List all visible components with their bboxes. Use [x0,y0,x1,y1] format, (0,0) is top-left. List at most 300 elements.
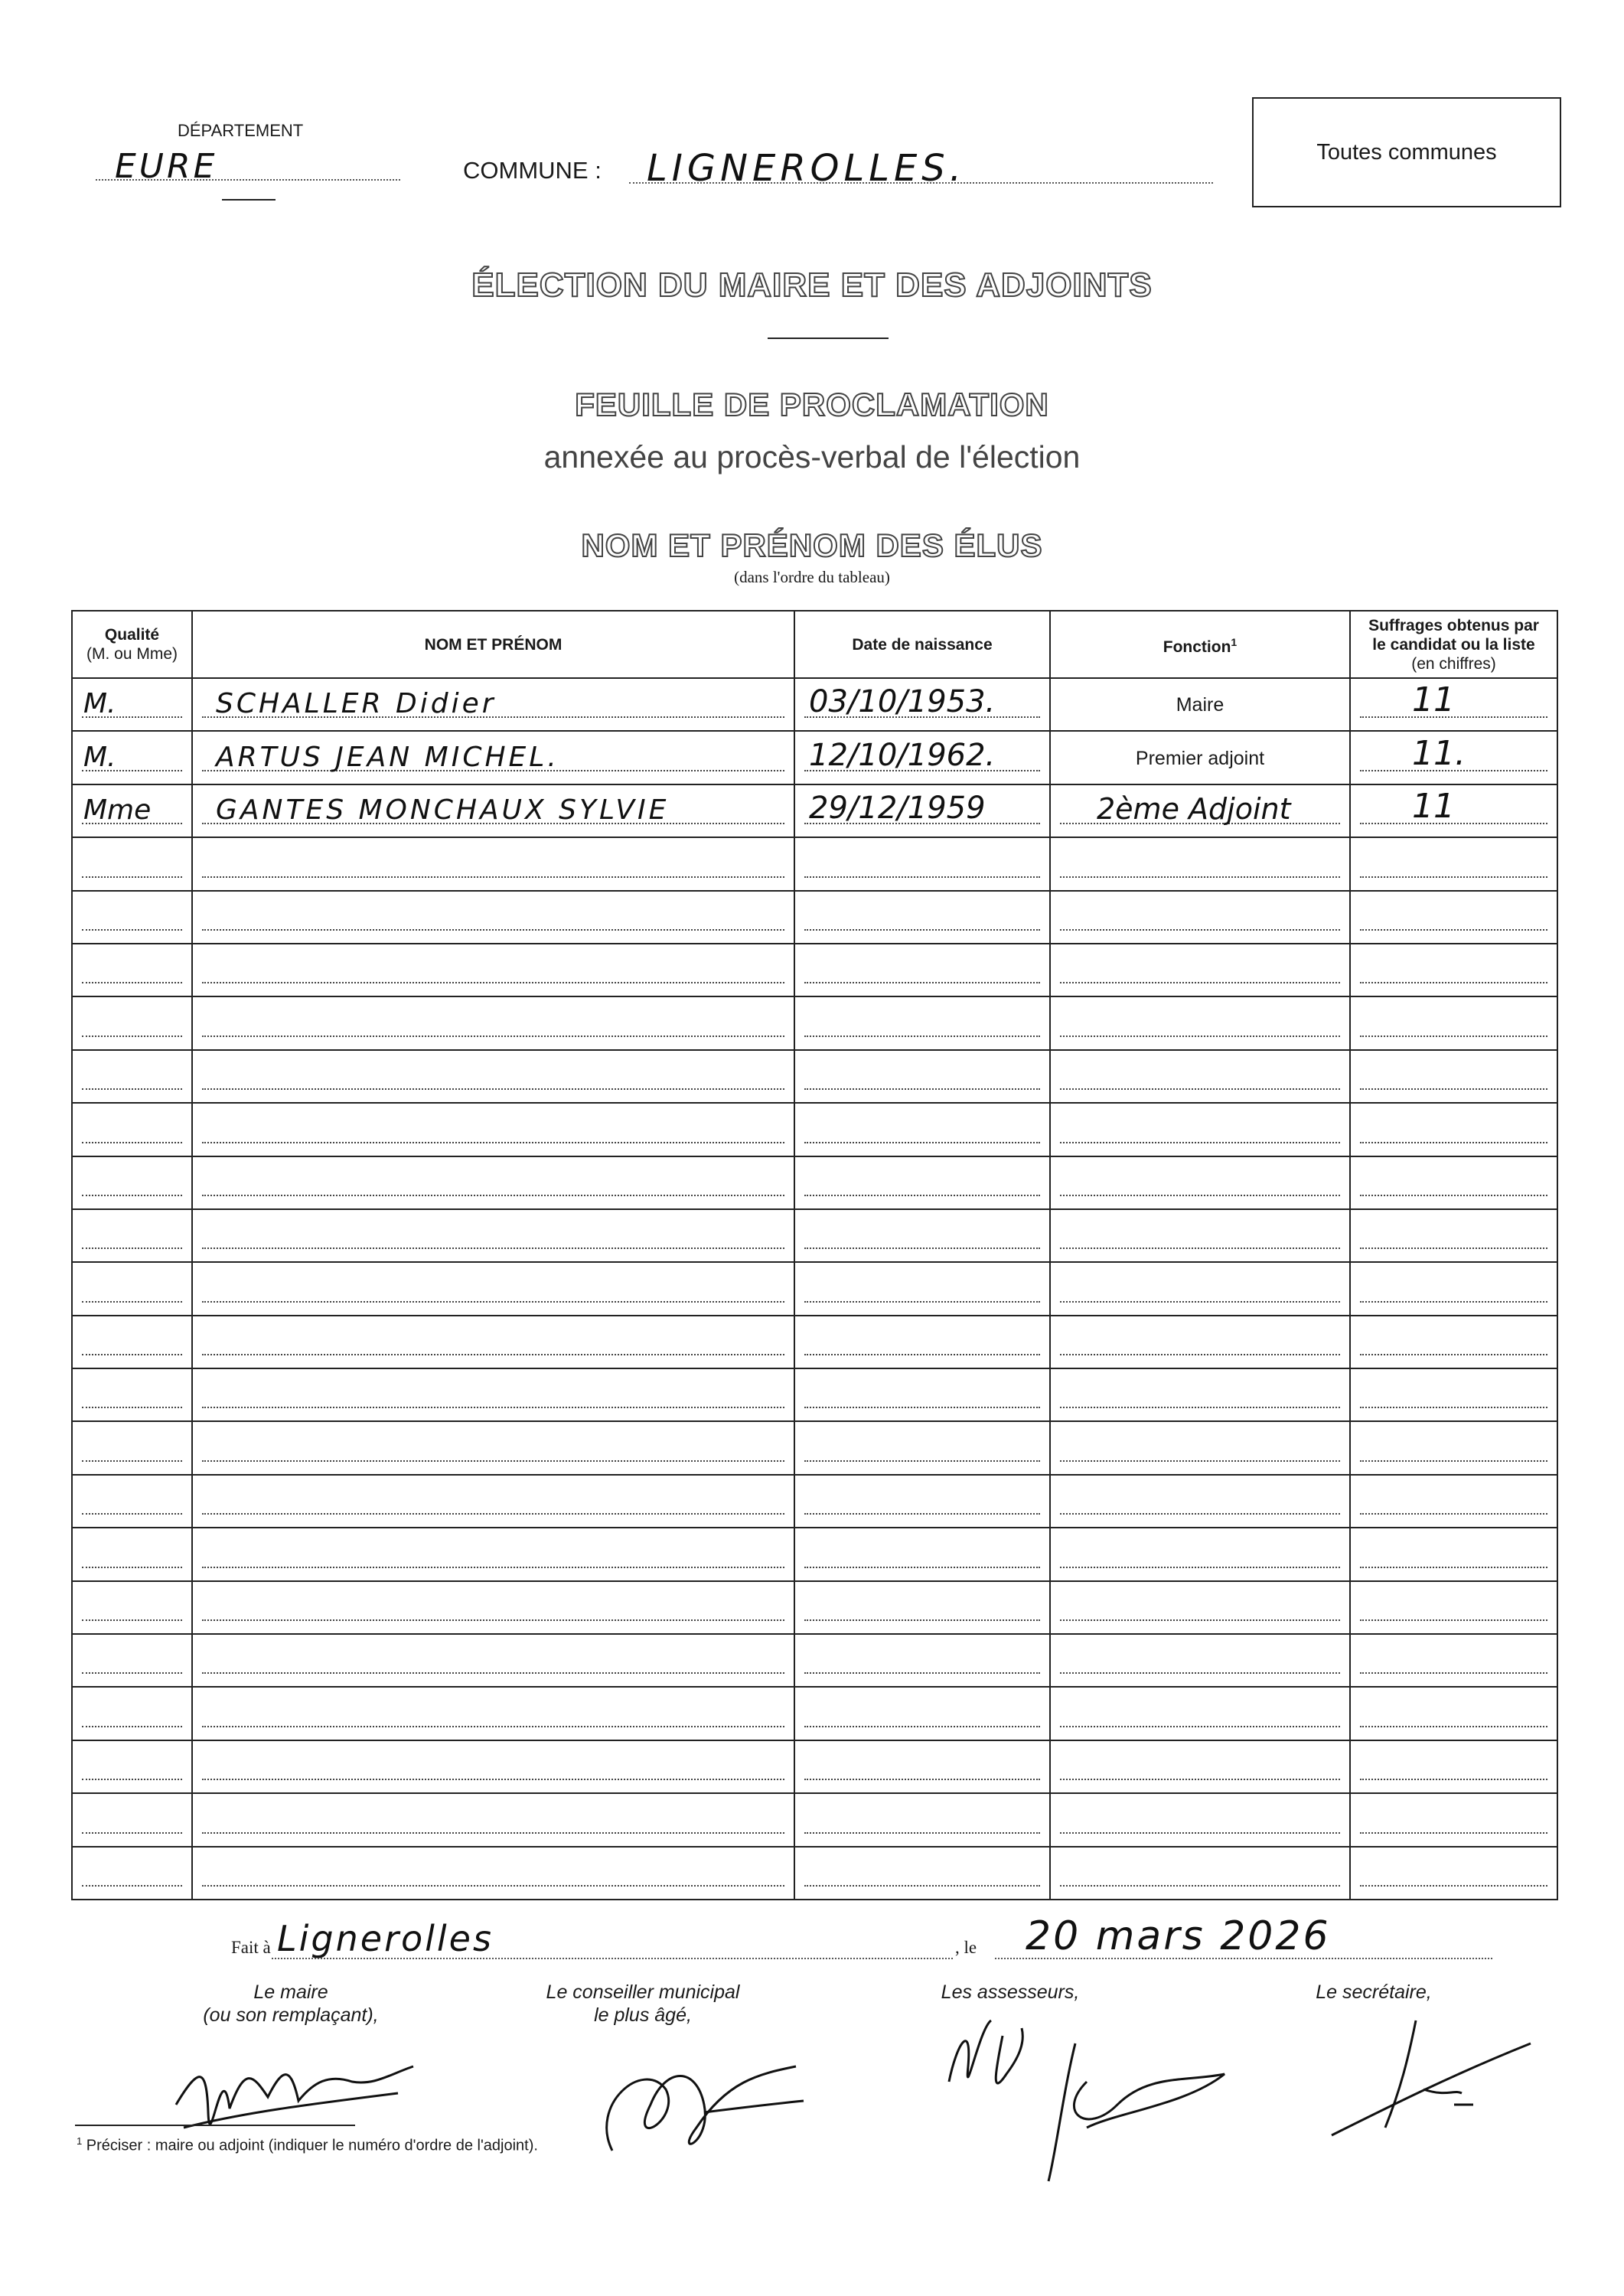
table-row [72,1475,1557,1528]
toutes-communes-box [1252,97,1561,207]
header-qualite-sub: (M. ou Mme) [86,645,178,663]
header-suffrages-3: (en chiffres) [1411,654,1496,673]
cell-dotline [804,1407,1040,1408]
cell-dotline [202,929,784,931]
cell-suffrages [1350,678,1557,731]
table-row [72,944,1557,996]
fait-a-label: Fait à [231,1938,271,1957]
cell-dotline [82,1301,182,1303]
cell-suffrages [1350,891,1557,944]
cell-qualite [72,1793,192,1846]
cell-nom [192,1209,794,1262]
cell-dotline [1360,1142,1547,1143]
cell-suffrages [1350,1209,1557,1262]
header-fonction-label: Fonction [1163,638,1231,656]
departement-underline [222,199,276,201]
cell-qualite [72,1528,192,1580]
footnote-rule [75,2125,355,2126]
header-suffrages [1350,611,1557,678]
cell-dotline [202,1035,784,1037]
qualite-value: M. [83,741,116,773]
feuille-title: FEUILLE DE PROCLAMATION [575,386,1049,422]
cell-suffrages [1350,1687,1557,1740]
date-value: 29/12/1959 [809,791,986,827]
cell-nom [192,1634,794,1687]
cell-dotline [1060,929,1340,931]
cell-dotline [202,1195,784,1196]
cell-nom [192,944,794,996]
cell-dotline [82,929,182,931]
cell-date [794,1687,1050,1740]
cell-dotline [1360,1779,1547,1780]
table-row [72,1156,1557,1209]
departement-value: EURE [115,147,218,186]
title-separator [768,338,889,339]
cell-fonction [1050,1050,1350,1103]
cell-dotline [804,1035,1040,1037]
cell-dotline [82,1354,182,1355]
cell-dotline [1060,1035,1340,1037]
cell-date [794,996,1050,1049]
cell-dotline [1360,1726,1547,1727]
cell-dotline [1360,1035,1547,1037]
table-row [72,784,1557,837]
cell-fonction [1050,1421,1350,1474]
cell-dotline [202,1088,784,1090]
cell-dotline [82,1832,182,1834]
footnote-sup: 1 [77,2135,83,2147]
cell-dotline [1060,1460,1340,1462]
qualite-value: M. [83,688,116,720]
cell-nom [192,1103,794,1156]
cell-fonction [1050,996,1350,1049]
cell-suffrages [1350,1581,1557,1634]
cell-fonction [1050,784,1350,837]
suffrages-value: 11 [1412,787,1455,827]
maire-label-2: (ou son remplaçant), [203,2004,379,2026]
cell-suffrages [1350,1050,1557,1103]
cell-nom [192,784,794,837]
cell-nom [192,1581,794,1634]
cell-suffrages [1350,1528,1557,1580]
table-row [72,1634,1557,1687]
cell-qualite [72,1740,192,1793]
cell-dotline [1360,1407,1547,1408]
cell-date [794,678,1050,731]
cell-dotline [82,1460,182,1462]
cell-dotline [202,1567,784,1568]
cell-dotline [202,876,784,878]
commune-value: LIGNEROLLES. [647,147,966,190]
cell-date [794,1368,1050,1421]
table-row [72,1103,1557,1156]
qualite-value: Mme [83,794,152,827]
nom-value: SCHALLER Didier [216,688,497,720]
cell-dotline [202,1460,784,1462]
le-value: 20 mars 2026 [1026,1913,1331,1959]
cell-dotline [1060,1779,1340,1780]
cell-dotline [1060,876,1340,878]
cell-qualite [72,1156,192,1209]
conseiller-label-1: Le conseiller municipal [546,1981,740,2003]
cell-dotline [1360,1885,1547,1887]
cell-dotline [1360,1301,1547,1303]
cell-nom [192,1316,794,1368]
cell-qualite [72,1475,192,1528]
commune-dotline [629,182,1213,184]
cell-suffrages [1350,784,1557,837]
cell-nom [192,678,794,731]
cell-dotline [804,1726,1040,1727]
header-suffrages-1: Suffrages obtenus par [1368,616,1539,634]
table-row [72,837,1557,890]
cell-dotline [804,1832,1040,1834]
cell-dotline [1360,1247,1547,1249]
cell-dotline [202,1354,784,1355]
cell-date [794,891,1050,944]
nom-value: GANTES MONCHAUX SYLVIE [216,794,670,827]
cell-fonction [1050,1634,1350,1687]
table-row [72,731,1557,784]
cell-dotline [1060,1726,1340,1727]
ordre-note: (dans l'ordre du tableau) [734,568,890,586]
departement-label: DÉPARTEMENT [178,121,304,140]
cell-dotline [1360,1513,1547,1515]
cell-fonction [1050,1209,1350,1262]
cell-dotline [1060,1513,1340,1515]
footnote [77,2135,538,2155]
fait-a-dotline [272,1958,953,1959]
cell-qualite [72,1368,192,1421]
cell-qualite [72,784,192,837]
cell-dotline [202,1885,784,1887]
departement-dotline [96,179,400,181]
cell-date [794,1581,1050,1634]
cell-fonction [1050,1793,1350,1846]
cell-fonction [1050,1316,1350,1368]
conseiller-signature [582,2036,827,2174]
cell-dotline [1360,1195,1547,1196]
table-row [72,891,1557,944]
cell-dotline [804,1354,1040,1355]
fonction-value: Premier adjoint [1135,747,1265,769]
toutes-communes-text: Toutes communes [1316,140,1497,165]
secretaire-label: Le secrétaire, [1316,1981,1432,2003]
cell-fonction [1050,1528,1350,1580]
cell-dotline [1360,1832,1547,1834]
cell-suffrages [1350,1156,1557,1209]
cell-dotline [202,1619,784,1621]
header-qualite-label: Qualité [104,626,160,644]
cell-nom [192,1740,794,1793]
cell-date [794,837,1050,890]
commune-label: COMMUNE : [463,157,602,184]
cell-fonction [1050,944,1350,996]
cell-dotline [804,1513,1040,1515]
cell-dotline [1060,1885,1340,1887]
cell-qualite [72,678,192,731]
cell-dotline [1360,1460,1547,1462]
cell-dotline [82,1779,182,1780]
header-fonction [1050,611,1350,678]
cell-nom [192,891,794,944]
cell-date [794,1156,1050,1209]
cell-suffrages [1350,1316,1557,1368]
cell-dotline [202,1407,784,1408]
cell-dotline [82,1195,182,1196]
cell-nom [192,1475,794,1528]
cell-dotline [804,1142,1040,1143]
suffrages-value: 11. [1412,733,1466,773]
cell-date [794,1262,1050,1315]
cell-dotline [804,982,1040,983]
cell-fonction [1050,1581,1350,1634]
cell-dotline [82,1567,182,1568]
cell-date [794,1634,1050,1687]
cell-suffrages [1350,731,1557,784]
cell-dotline [804,1195,1040,1196]
cell-dotline [1060,982,1340,983]
cell-nom [192,1050,794,1103]
cell-date [794,1209,1050,1262]
cell-suffrages [1350,1847,1557,1900]
cell-qualite [72,996,192,1049]
date-value: 03/10/1953. [809,684,996,720]
cell-nom [192,837,794,890]
header-nom: NOM ET PRÉNOM [192,611,794,678]
fait-a-value: Lignerolles [277,1918,494,1959]
annexee-subtitle: annexée au procès-verbal de l'élection [543,439,1081,475]
cell-dotline [82,1672,182,1674]
cell-dotline [82,876,182,878]
cell-qualite [72,731,192,784]
cell-fonction [1050,891,1350,944]
cell-date [794,784,1050,837]
cell-date [794,1475,1050,1528]
cell-dotline [1360,1088,1547,1090]
maire-signature [153,2020,429,2151]
cell-dotline [804,876,1040,878]
cell-date [794,1740,1050,1793]
table-row [72,1368,1557,1421]
elus-table [71,610,1558,1900]
maire-label-1: Le maire [253,1981,328,2003]
cell-dotline [202,1779,784,1780]
fonction-value: 2ème Adjoint [1097,792,1291,827]
cell-dotline [804,1301,1040,1303]
cell-dotline [82,1513,182,1515]
cell-suffrages [1350,1421,1557,1474]
cell-dotline [82,1885,182,1887]
cell-qualite [72,1421,192,1474]
cell-dotline [1060,1247,1340,1249]
cell-fonction [1050,1847,1350,1900]
cell-qualite [72,1050,192,1103]
cell-date [794,1421,1050,1474]
table-row [72,1793,1557,1846]
table-row [72,678,1557,731]
cell-qualite [72,837,192,890]
cell-dotline [1060,1301,1340,1303]
cell-dotline [1060,1619,1340,1621]
cell-fonction [1050,1740,1350,1793]
cell-suffrages [1350,1262,1557,1315]
cell-dotline [202,1832,784,1834]
cell-dotline [1060,1407,1340,1408]
cell-nom [192,1262,794,1315]
cell-dotline [804,1619,1040,1621]
cell-dotline [202,1301,784,1303]
cell-dotline [1360,1619,1547,1621]
cell-nom [192,1847,794,1900]
table-body [72,678,1557,1900]
cell-date [794,1793,1050,1846]
cell-dotline [804,1567,1040,1568]
election-title: ÉLECTION DU MAIRE ET DES ADJOINTS [471,266,1153,304]
cell-dotline [804,1672,1040,1674]
header-suffrages-2: le candidat ou la liste [1372,635,1535,654]
cell-dotline [1060,1088,1340,1090]
cell-qualite [72,944,192,996]
cell-nom [192,1368,794,1421]
table-row [72,1421,1557,1474]
table-row [72,1050,1557,1103]
cell-dotline [1060,1195,1340,1196]
cell-fonction [1050,678,1350,731]
cell-dotline [1360,1672,1547,1674]
cell-nom [192,1156,794,1209]
nom-value: ARTUS JEAN MICHEL. [216,741,559,773]
cell-dotline [202,1726,784,1727]
assesseurs-signatures [934,1998,1255,2189]
maire-label [138,1981,444,2027]
cell-date [794,731,1050,784]
cell-suffrages [1350,1475,1557,1528]
cell-dotline [202,982,784,983]
table-row [72,1687,1557,1740]
cell-dotline [202,1672,784,1674]
cell-date [794,1050,1050,1103]
table-row [72,1209,1557,1262]
cell-dotline [804,1247,1040,1249]
cell-dotline [1360,1354,1547,1355]
footnote-text: Préciser : maire ou adjoint (indiquer le numéro d'ordre de l'adjoint). [86,2137,538,2154]
cell-dotline [1360,1567,1547,1568]
table-row [72,1316,1557,1368]
cell-qualite [72,1847,192,1900]
cell-dotline [82,1088,182,1090]
cell-nom [192,731,794,784]
cell-qualite [72,1634,192,1687]
cell-dotline [1360,982,1547,983]
cell-fonction [1050,1262,1350,1315]
cell-suffrages [1350,1103,1557,1156]
cell-nom [192,1687,794,1740]
cell-fonction [1050,1687,1350,1740]
cell-fonction [1050,837,1350,890]
cell-dotline [82,1726,182,1727]
cell-dotline [82,1407,182,1408]
cell-suffrages [1350,1368,1557,1421]
cell-date [794,1103,1050,1156]
cell-nom [192,1528,794,1580]
table-row [72,1740,1557,1793]
header-date: Date de naissance [794,611,1050,678]
cell-dotline [82,1247,182,1249]
cell-dotline [202,1513,784,1515]
le-dotline [995,1958,1492,1959]
cell-qualite [72,1581,192,1634]
fonction-value: Maire [1176,694,1225,716]
cell-qualite [72,1687,192,1740]
suffrages-value: 11 [1412,680,1455,720]
cell-dotline [804,1779,1040,1780]
cell-dotline [82,1035,182,1037]
cell-qualite [72,891,192,944]
table-row [72,1581,1557,1634]
header-fonction-sup: 1 [1231,635,1238,648]
cell-dotline [202,1247,784,1249]
conseiller-label [490,1981,796,2027]
cell-fonction [1050,1156,1350,1209]
cell-qualite [72,1262,192,1315]
cell-dotline [82,1619,182,1621]
cell-suffrages [1350,1740,1557,1793]
cell-qualite [72,1316,192,1368]
cell-nom [192,996,794,1049]
cell-nom [192,1793,794,1846]
table-row [72,996,1557,1049]
cell-dotline [1360,876,1547,878]
cell-fonction [1050,1103,1350,1156]
cell-dotline [202,1142,784,1143]
cell-fonction [1050,1475,1350,1528]
cell-qualite [72,1209,192,1262]
cell-nom [192,1421,794,1474]
cell-dotline [1060,1142,1340,1143]
cell-date [794,944,1050,996]
cell-dotline [1060,1354,1340,1355]
date-value: 12/10/1962. [809,737,996,773]
cell-suffrages [1350,1793,1557,1846]
table-row [72,1847,1557,1900]
cell-fonction [1050,1368,1350,1421]
assesseurs-label: Les assesseurs, [941,1981,1080,2003]
cell-dotline [804,929,1040,931]
cell-fonction [1050,731,1350,784]
cell-dotline [1060,1672,1340,1674]
nom-prenom-title: NOM ET PRÉNOM DES ÉLUS [581,527,1043,563]
cell-qualite [72,1103,192,1156]
conseiller-label-2: le plus âgé, [594,2004,692,2026]
cell-suffrages [1350,944,1557,996]
table-row [72,1262,1557,1315]
cell-dotline [804,1885,1040,1887]
cell-dotline [82,1142,182,1143]
cell-date [794,1316,1050,1368]
cell-date [794,1528,1050,1580]
cell-dotline [1360,929,1547,931]
cell-dotline [82,982,182,983]
table-row [72,1528,1557,1580]
cell-dotline [1060,1832,1340,1834]
cell-dotline [804,1088,1040,1090]
header-qualite [72,611,192,678]
cell-suffrages [1350,1634,1557,1687]
cell-date [794,1847,1050,1900]
cell-suffrages [1350,996,1557,1049]
cell-dotline [1060,1567,1340,1568]
